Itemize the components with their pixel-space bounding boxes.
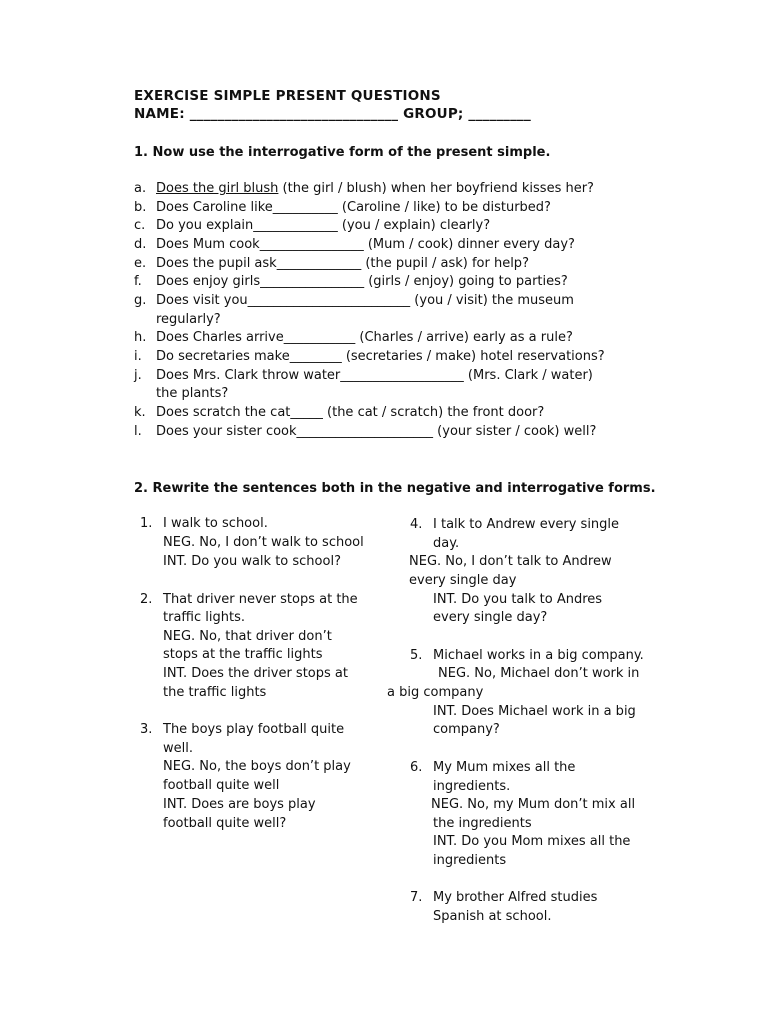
page-title: EXERCISE SIMPLE PRESENT QUESTIONS [134,88,441,104]
interrogative-form: INT. Does are boys play [163,797,316,812]
item-letter: b. [134,200,147,215]
item-text: Does your sister cook_____________________ (your sister / cook) well? [156,424,597,439]
interrogative-form-continued: company? [433,722,500,737]
interrogative-form: INT. Do you Mom mixes all the [433,834,631,849]
negative-form: NEG. No, I don’t walk to school [163,535,364,550]
item-text: Does Caroline like__________ (Caroline / like) to be disturbed? [156,200,551,215]
sentence: I talk to Andrew every single [433,517,620,532]
item-text-continued: regularly? [156,312,221,327]
item-number: 1. [140,516,153,531]
negative-form: NEG. No, my Mum don’t mix all [431,797,636,812]
section-2-heading: 2. Rewrite the sentences both in the negative and interrogative forms. [134,481,656,496]
item-text: Does scratch the cat_____ (the cat / scratch) the front door? [156,405,545,420]
item-number: 3. [140,722,153,737]
item-letter: f. [134,274,142,289]
item-letter: e. [134,256,147,271]
item-text-continued: the plants? [156,386,229,401]
sentence: The boys play football quite [163,722,345,737]
item-letter: i. [134,349,142,364]
sentence: My Mum mixes all the [433,760,576,775]
item-letter: h. [134,330,147,345]
item-text: Does visit you_________________________ (you / visit) the museum [156,293,574,308]
interrogative-form-continued: the traffic lights [163,685,267,700]
negative-form-continued: a big company [387,685,484,700]
sentence: That driver never stops at the [163,592,358,607]
item-letter: l. [134,424,142,439]
negative-form: NEG. No, the boys don’t play [163,759,351,774]
item-text: Does Mrs. Clark throw water___________________ (Mrs. Clark / water) [156,368,593,383]
item-text: Does Mum cook________________ (Mum / cook) dinner every day? [156,237,575,252]
item-number: 7. [410,890,423,905]
sentence-continued: well. [163,741,193,756]
item-number: 5. [410,648,423,663]
item-number: 2. [140,592,153,607]
item-letter: j. [134,368,142,383]
negative-form-continued: football quite well [163,778,280,793]
negative-form: NEG. No, Michael don’t work in [438,666,640,681]
interrogative-form: INT. Does the driver stops at [163,666,348,681]
list-item [156,180,594,199]
item-text: Do you explain_____________ (you / explain) clearly? [156,218,491,233]
negative-form-continued: the ingredients [433,816,532,831]
item-letter: k. [134,405,146,420]
interrogative-form-continued: ingredients [433,853,507,868]
interrogative-form: INT. Do you talk to Andres [433,592,603,607]
sentence-continued: day. [433,536,460,551]
interrogative-form: INT. Do you walk to school? [163,554,341,569]
interrogative-form-continued: football quite well? [163,816,287,831]
sentence-continued: traffic lights. [163,610,245,625]
item-text: Do secretaries make________ (secretaries / make) hotel reservations? [156,349,605,364]
sentence: I walk to school. [163,516,268,531]
item-text: Does the pupil ask_____________ (the pupil / ask) for help? [156,256,529,271]
sentence-continued: ingredients. [433,779,511,794]
item-text: Does Charles arrive___________ (Charles / arrive) early as a rule? [156,330,573,345]
item-text: (the girl / blush) when her boyfriend kisses her? [282,181,594,196]
interrogative-form: INT. Does Michael work in a big [433,704,636,719]
item-letter: c. [134,218,146,233]
negative-form: NEG. No, that driver don’t [163,629,332,644]
item-text: Does enjoy girls________________ (girls / enjoy) going to parties? [156,274,568,289]
interrogative-form-continued: every single day? [433,610,548,625]
item-number: 6. [410,760,423,775]
section-1-heading: 1. Now use the interrogative form of the present simple. [134,145,551,160]
name-group-line: NAME: ______________________________ GROUP; _________ [134,106,531,122]
sentence: My brother Alfred studies [433,890,598,905]
item-letter: d. [134,237,147,252]
sentence-continued: Spanish at school. [433,909,552,924]
negative-form-continued: stops at the traffic lights [163,647,323,662]
negative-form: NEG. No, I don’t talk to Andrew [409,554,612,569]
answer-underlined: Does the girl blush [156,181,279,196]
item-letter: a. [134,181,147,196]
negative-form-continued: every single day [409,573,517,588]
item-number: 4. [410,517,423,532]
sentence: Michael works in a big company. [433,648,644,663]
item-letter: g. [134,293,147,308]
